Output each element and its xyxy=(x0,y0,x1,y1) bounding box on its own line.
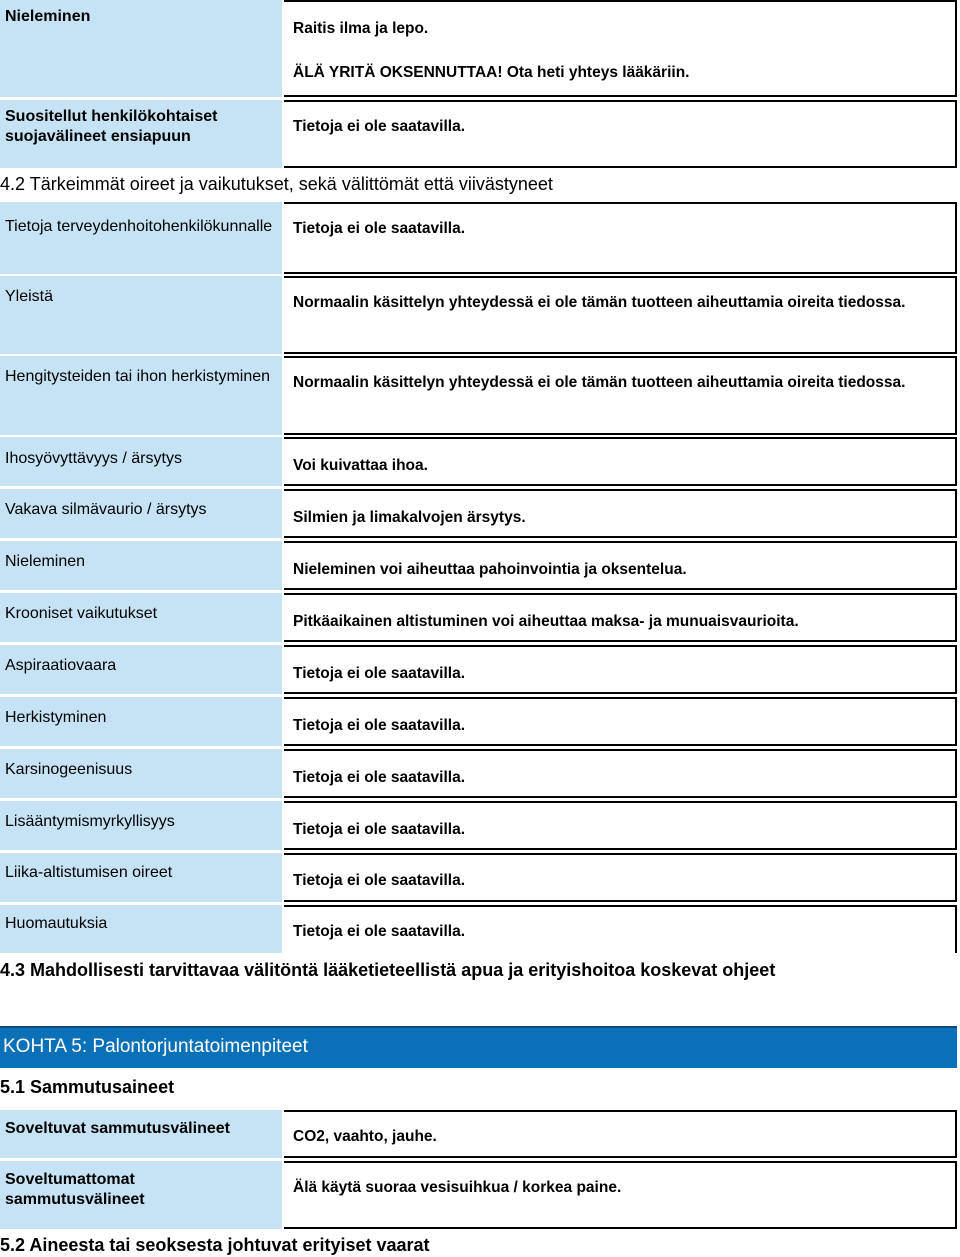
first-aid-row-ppe xyxy=(0,100,960,168)
heading-4-3: 4.3 Mahdollisesti tarvittavaa välitöntä lääketieteellistä apua ja erityishoitoa koskevat ohjeet xyxy=(0,960,776,980)
row-value: Tietoja ei ole saatavilla. xyxy=(284,801,957,850)
row-label: Suositellut henkilökohtaiset suojavälineet ensiapuun xyxy=(0,100,282,168)
row-value: Tietoja ei ole saatavilla. xyxy=(284,697,957,746)
symptom-row xyxy=(0,541,960,590)
row-label: Nieleminen xyxy=(0,0,282,97)
symptom-row xyxy=(0,749,960,798)
symptom-row xyxy=(0,853,960,902)
row-value: Silmien ja limakalvojen ärsytys. xyxy=(284,489,957,538)
heading-4-2: 4.2 Tärkeimmät oireet ja vaikutukset, sekä välittömät että viivästyneet xyxy=(0,174,553,194)
row-label: Soveltuvat sammutusvälineet xyxy=(0,1110,282,1158)
symptom-row xyxy=(0,697,960,746)
row-value: Tietoja ei ole saatavilla. xyxy=(284,202,957,274)
row-label: Huomautuksia xyxy=(0,905,282,953)
row-value: Tietoja ei ole saatavilla. xyxy=(284,853,957,902)
symptom-row xyxy=(0,356,960,435)
row-value: Tietoja ei ole saatavilla. xyxy=(284,100,957,168)
row-value: Tietoja ei ole saatavilla. xyxy=(284,905,957,953)
symptom-row xyxy=(0,437,960,486)
symptom-row xyxy=(0,593,960,642)
heading-5-2: 5.2 Aineesta tai seoksesta johtuvat erityiset vaarat xyxy=(0,1235,430,1255)
row-label: Aspiraatiovaara xyxy=(0,645,282,694)
extinguishing-row xyxy=(0,1161,960,1229)
row-label: Herkistyminen xyxy=(0,697,282,746)
row-label: Lisääntymismyrkyllisyys xyxy=(0,801,282,850)
row-label: Liika-altistumisen oireet xyxy=(0,853,282,902)
row-label: Vakava silmävaurio / ärsytys xyxy=(0,489,282,538)
row-value: Älä käytä suoraa vesisuihkua / korkea paine. xyxy=(284,1161,957,1229)
row-value: Normaalin käsittelyn yhteydessä ei ole tämän tuotteen aiheuttamia oireita tiedossa. xyxy=(284,356,957,435)
row-label: Soveltumattomat sammutusvälineet xyxy=(0,1161,282,1229)
symptom-row xyxy=(0,645,960,694)
symptom-row xyxy=(0,489,960,538)
value-line: ÄLÄ YRITÄ OKSENNUTTAA! Ota heti yhteys lääkäriin. xyxy=(293,64,690,81)
row-value: Nieleminen voi aiheuttaa pahoinvointia ja oksentelua. xyxy=(284,541,957,590)
row-label: Krooniset vaikutukset xyxy=(0,593,282,642)
heading-5-1: 5.1 Sammutusaineet xyxy=(0,1077,175,1097)
row-value xyxy=(284,0,957,97)
symptom-row xyxy=(0,202,960,274)
first-aid-row-ingestion xyxy=(0,0,960,97)
row-label: Hengitysteiden tai ihon herkistyminen xyxy=(0,356,282,435)
row-label: Yleistä xyxy=(0,276,282,354)
row-value: Tietoja ei ole saatavilla. xyxy=(284,645,957,694)
row-label: Tietoja terveydenhoitohenkilökunnalle xyxy=(0,202,282,274)
extinguishing-row xyxy=(0,1110,960,1158)
row-label: Karsinogeenisuus xyxy=(0,749,282,798)
symptom-row xyxy=(0,905,960,953)
row-label: Nieleminen xyxy=(0,541,282,590)
symptom-row xyxy=(0,801,960,850)
row-label: Ihosyövyttävyys / ärsytys xyxy=(0,437,282,486)
row-value: CO2, vaahto, jauhe. xyxy=(284,1110,957,1158)
row-value: Tietoja ei ole saatavilla. xyxy=(284,749,957,798)
symptom-row xyxy=(0,276,960,354)
row-value: Normaalin käsittelyn yhteydessä ei ole tämän tuotteen aiheuttamia oireita tiedossa. xyxy=(284,276,957,354)
row-value: Pitkäaikainen altistuminen voi aiheuttaa maksa- ja munuaisvaurioita. xyxy=(284,593,957,642)
row-value: Voi kuivattaa ihoa. xyxy=(284,437,957,486)
section-5-title: KOHTA 5: Palontorjuntatoimenpiteet xyxy=(0,1026,957,1068)
value-line: Raitis ilma ja lepo. xyxy=(293,20,429,37)
